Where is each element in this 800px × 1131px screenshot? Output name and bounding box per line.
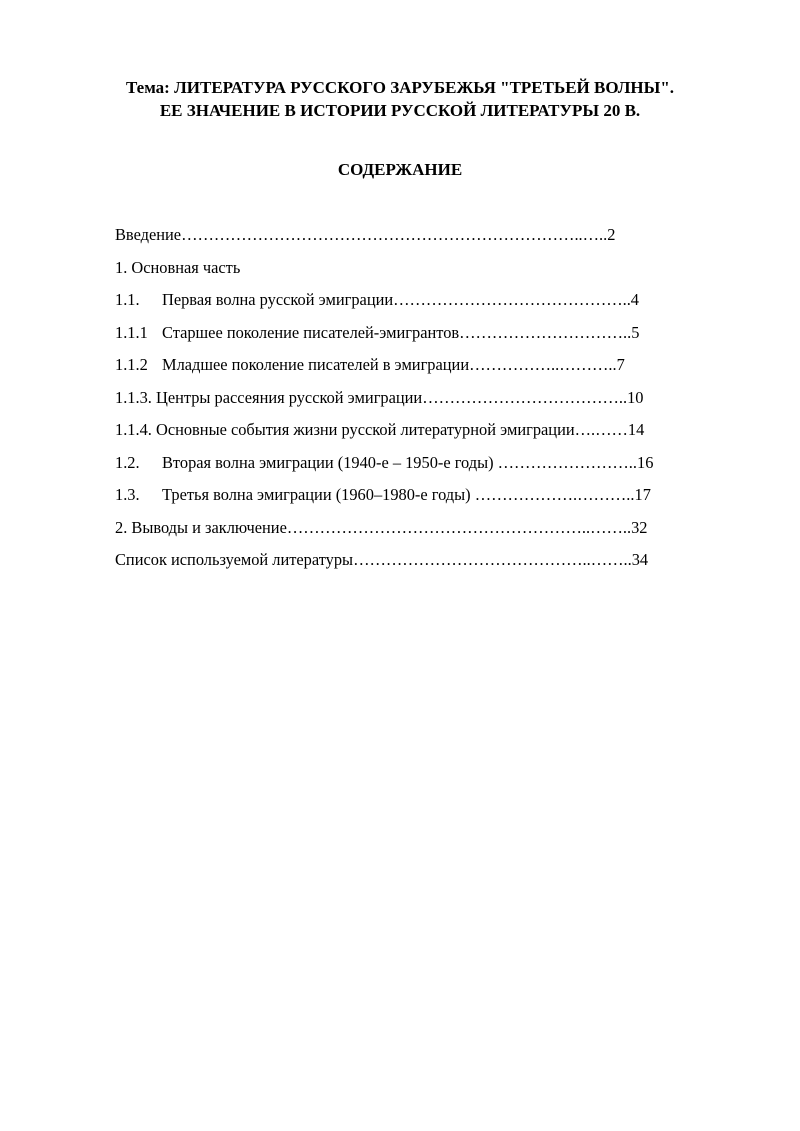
toc-entry-text: Вторая волна эмиграции (1940-е – 1950-е годы) …………………….. — [162, 452, 637, 472]
toc-entry-page: 2 — [607, 225, 616, 244]
title-line-2: ЕЕ ЗНАЧЕНИЕ В ИСТОРИИ РУССКОЙ ЛИТЕРАТУРЫ 20 В. — [159, 101, 641, 120]
toc-entry-1-3 — [115, 484, 755, 517]
toc-entry-introduction — [115, 224, 755, 257]
toc-entry-text: 1. Основная часть — [115, 257, 241, 277]
toc-entry-number: 1.1.1 — [115, 322, 148, 342]
toc-entry-page: 7 — [616, 355, 625, 374]
toc-heading: СОДЕРЖАНИЕ — [337, 160, 463, 179]
title-line-1 — [60, 76, 740, 99]
toc-entry-page: 5 — [631, 322, 640, 342]
toc-entry-page: 17 — [634, 485, 651, 504]
toc-entry-text: Список используемой литературы……………………………………..…….. — [115, 550, 632, 569]
toc-entry-text: 2. Выводы и заключение………………………………………………..…….. — [115, 517, 632, 537]
toc-entry-page: 32 — [631, 517, 648, 537]
toc-entry-1-1 — [115, 289, 755, 322]
toc-entry-text: 1.1.4. Основные события жизни русской литературной эмиграции….…… — [115, 420, 628, 439]
toc-entry-text: Младшее поколение писателей в эмиграции……………..……….. — [162, 355, 617, 374]
toc-entry-page: 16 — [637, 452, 654, 472]
toc-entry-1-2 — [115, 452, 755, 485]
toc-entry-text: Введение………………………………………………………………..….. — [115, 225, 608, 244]
title-text-1: ЛИТЕРАТУРА РУССКОГО ЗАРУБЕЖЬЯ "ТРЕТЬЕЙ ВОЛНЫ". — [169, 78, 675, 97]
toc-entry-page: 4 — [630, 290, 639, 309]
toc-entry-page: 34 — [631, 550, 649, 569]
toc-entry-conclusions — [115, 517, 755, 550]
toc-entry-text: Первая волна русской эмиграции…………………………………….. — [162, 290, 631, 309]
toc-entry-page: 14 — [627, 420, 645, 439]
document-title — [60, 76, 740, 122]
toc-entry-text: Старшее поколение писателей-эмигрантов………………………….. — [162, 322, 632, 342]
table-of-contents — [115, 224, 755, 582]
toc-entry-1-1-2 — [115, 354, 755, 387]
toc-entry-text: Третья волна эмиграции (1960–1980-е годы) ……………….……….. — [162, 485, 635, 504]
toc-entry-number: 1.2. — [115, 452, 140, 472]
toc-entry-number: 1.1.2 — [115, 355, 148, 374]
toc-entry-1-1-4 — [115, 419, 755, 452]
toc-entry-main-part — [115, 257, 755, 290]
title-prefix: Тема: — [125, 78, 170, 97]
toc-entry-text: 1.1.3. Центры рассеяния русской эмиграции……………………………….. — [115, 387, 628, 407]
toc-entry-1-1-1 — [115, 322, 755, 355]
toc-entry-page: 10 — [627, 387, 644, 407]
toc-entry-number: 1.1. — [115, 290, 140, 309]
toc-entry-1-1-3 — [115, 387, 755, 420]
toc-entry-number: 1.3. — [115, 485, 140, 504]
toc-entry-references — [115, 549, 755, 582]
